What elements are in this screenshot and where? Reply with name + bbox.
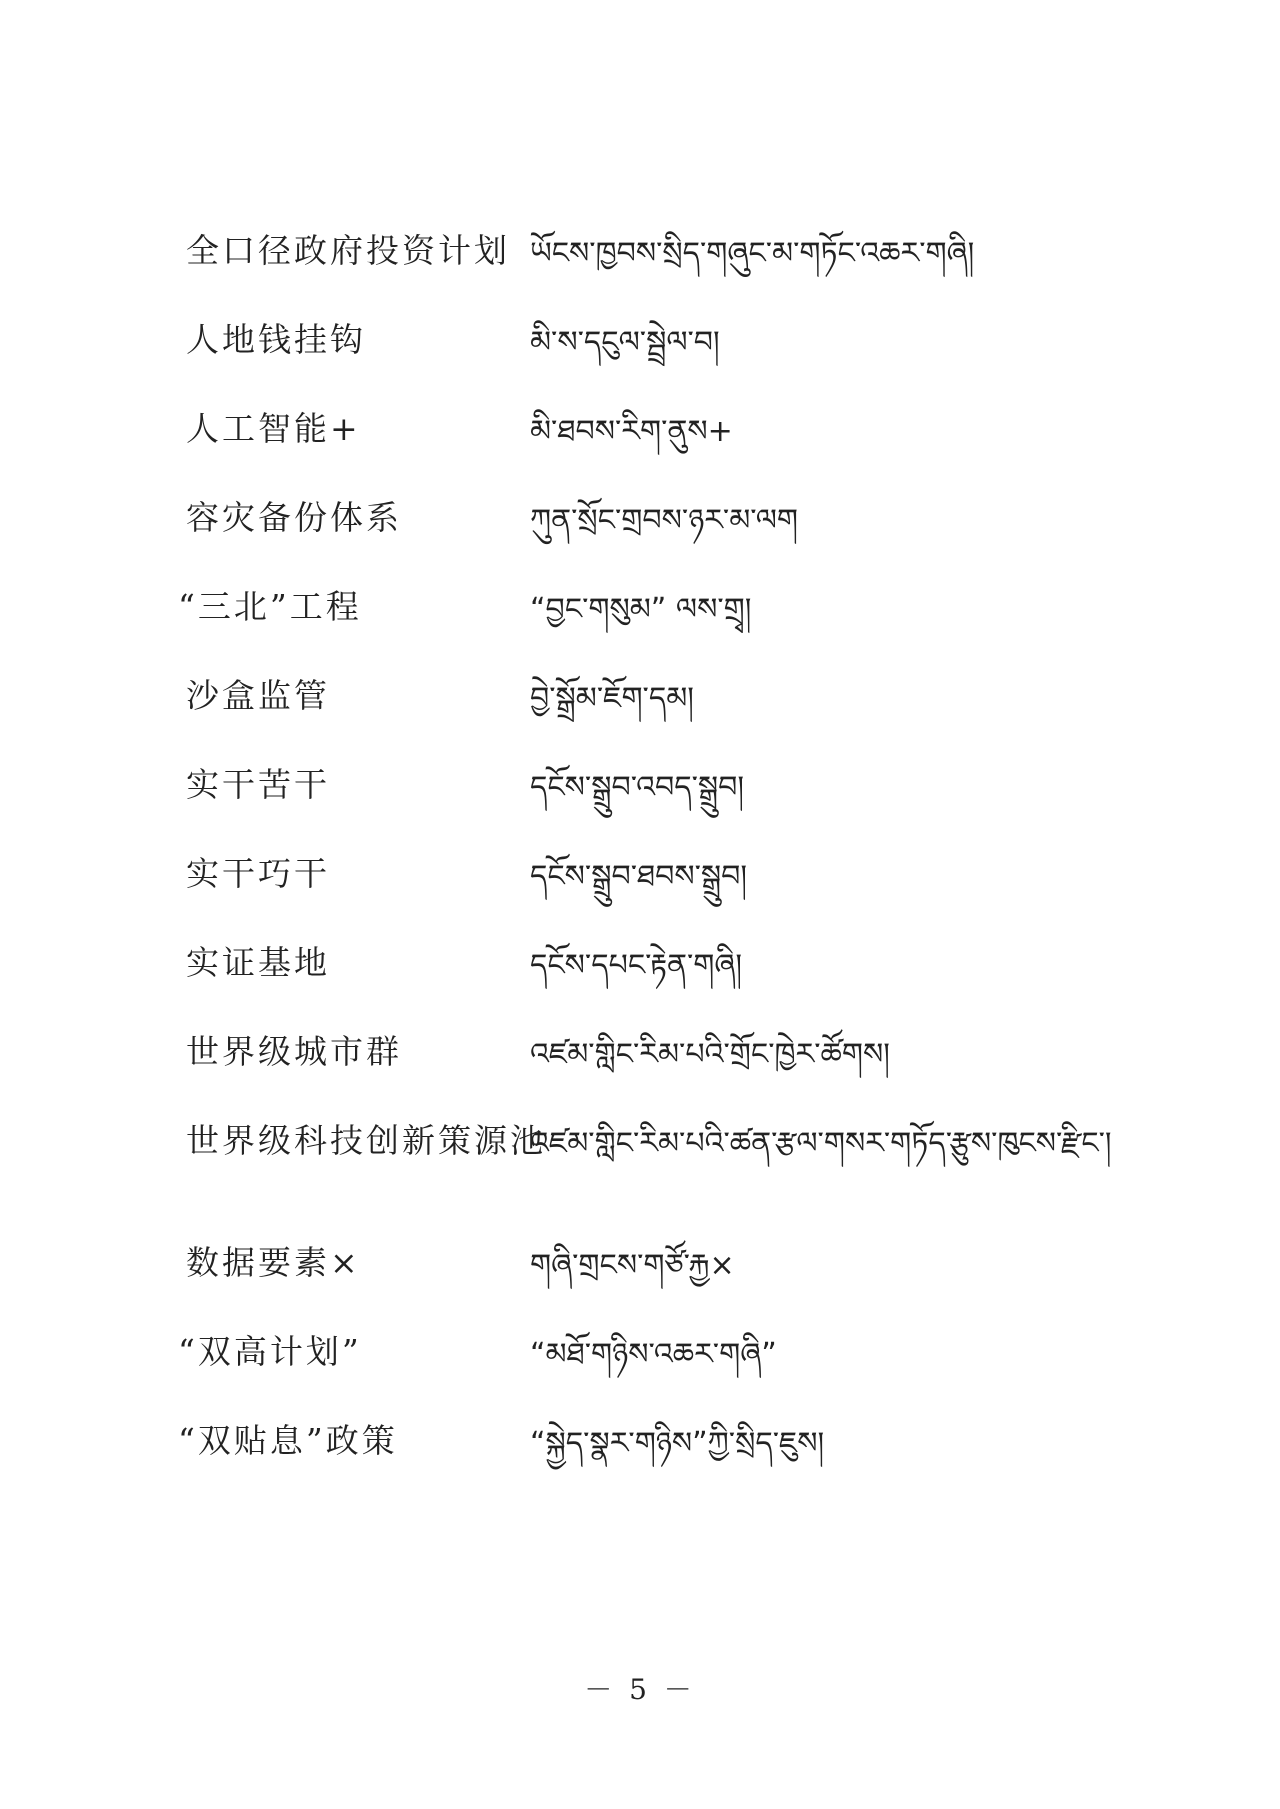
chinese-term: “双贴息”政策	[178, 1421, 398, 1460]
tibetan-translation: མི་ས་དངུལ་སྦྲེལ་བ།	[530, 325, 720, 360]
glossary-row	[186, 942, 1126, 1031]
glossary-row	[186, 764, 1126, 853]
chinese-term: 数据要素×	[186, 1243, 361, 1282]
glossary-row	[186, 230, 1126, 319]
tibetan-translation: “མཐོ་གཉིས་འཆར་གཞི”	[530, 1337, 777, 1372]
chinese-term: 实干巧干	[186, 854, 330, 893]
chinese-term: “双高计划”	[178, 1332, 362, 1371]
chinese-term: 实干苦干	[186, 765, 330, 804]
glossary-row	[178, 586, 1126, 675]
glossary-row	[186, 319, 1126, 408]
tibetan-translation: ཡོངས་ཁྱབས་སྲིད་གཞུང་མ་གཏོང་འཆར་གཞི།	[530, 236, 975, 271]
glossary-row	[186, 853, 1126, 942]
tibetan-translation: “སྐྱེད་སྣར་གཉིས”ཀྱི་སྲིད་ཇུས།	[530, 1426, 825, 1461]
glossary-row	[186, 408, 1126, 497]
glossary-row	[186, 1120, 1126, 1242]
glossary-row	[178, 1420, 1126, 1509]
tibetan-translation: དངོས་སྒྲུབ་ཐབས་སྒྲུབ།	[530, 859, 748, 894]
chinese-term: 人地钱挂钩	[186, 320, 366, 359]
chinese-term: 世界级城市群	[186, 1032, 402, 1071]
tibetan-translation: “བྱང་གསུམ” ལས་གྲྭ།	[530, 592, 752, 627]
glossary-table	[178, 230, 1126, 1509]
chinese-term: 实证基地	[186, 943, 330, 982]
glossary-row	[186, 497, 1126, 586]
tibetan-translation: འཛམ་གླིང་རིམ་པའི་གྲོང་ཁྱེར་ཚོགས།	[530, 1037, 890, 1072]
glossary-row	[178, 1331, 1126, 1420]
glossary-row	[186, 1242, 1126, 1331]
tibetan-translation: དངོས་དཔང་རྟེན་གཞི།	[530, 948, 743, 983]
chinese-term: “三北”工程	[178, 587, 362, 626]
tibetan-translation: གཞི་གྲངས་གཙོ་རྐྱ×	[530, 1248, 735, 1283]
chinese-term: 沙盒监管	[186, 676, 330, 715]
tibetan-translation: ཀུན་སྲོང་གྲབས་ཉར་མ་ལག	[530, 503, 798, 538]
chinese-term: 世界级科技创新策源池	[186, 1121, 546, 1160]
chinese-term: 全口径政府投资计划	[186, 231, 510, 270]
glossary-row	[186, 675, 1126, 764]
tibetan-translation: མི་ཐབས་རིག་ནུས+	[530, 414, 733, 449]
glossary-row	[186, 1031, 1126, 1120]
tibetan-translation: འཛམ་གླིང་རིམ་པའི་ཚན་རྩལ་གསར་གཏོད་རྩུས་ཁུངས་རྫིང་།	[530, 1126, 1112, 1161]
tibetan-translation: བྱེ་སྒྲོམ་ཇོག་དམ།	[530, 681, 694, 716]
tibetan-translation: དངོས་སྒྲུབ་འབད་སྒྲུབ།	[530, 770, 745, 805]
chinese-term: 人工智能+	[186, 409, 361, 448]
page-number: － 5 －	[584, 1673, 696, 1706]
chinese-term: 容灾备份体系	[186, 498, 402, 537]
